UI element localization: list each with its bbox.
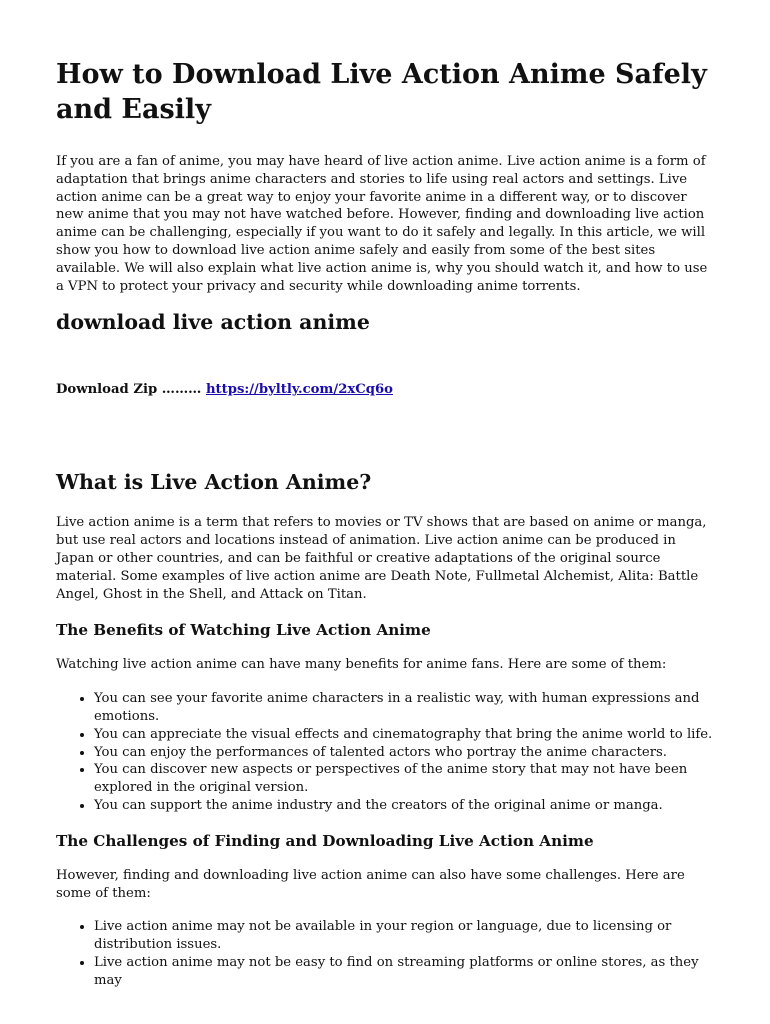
intro-paragraph: If you are a fan of anime, you may have heard of live action anime. Live action anime is a form of adaptation that brings anime characters and stories to life using real actors and settings. Live action anime can be a great way to enjoy your favorite anime in a different way, or to discover new anime that you may not have watched before. However, finding and downloading live action anime can be challenging, especially if you want to do it safely and legally. In this article, we will show you how to download live action anime safely and easily from some of the best sites available. We will also explain what live action anime is, why you should watch it, and how to use a VPN to protect your privacy and security while downloading anime torrents. [56, 154, 708, 294]
download-link[interactable]: https://byltly.com/2xCq6o [205, 382, 393, 398]
challenges-list [56, 918, 713, 989]
challenges-heading: The Challenges of Finding and Downloading Live Action Anime [56, 831, 594, 850]
list-item: • You can enjoy the performances of talented actors who portray the anime characters. [94, 744, 713, 762]
benefits-list [56, 690, 713, 815]
list-item: • You can appreciate the visual effects and cinematography that bring the anime world to life. [94, 726, 713, 744]
download-label: Download Zip ……… [56, 382, 202, 398]
benefits-heading: The Benefits of Watching Live Action Anime [56, 621, 431, 640]
list-item: • You can discover new aspects or perspectives of the anime story that may not have been explored in the original version. [94, 761, 713, 797]
benefits-paragraph: Watching live action anime can have many benefits for anime fans. Here are some of them: [56, 657, 667, 673]
list-item: • You can support the anime industry and the creators of the original anime or manga. [94, 797, 713, 815]
download-line [56, 381, 713, 399]
what-paragraph: Live action anime is a term that refers to movies or TV shows that are based on anime or manga, but use real actors and locations instead of animation. Live action anime can be produced in Japan or other countries, and can be faithful or creative adaptations of the original source material. Some examples of live action anime are Death Note, Fullmetal Alchemist, Alita: Battle Angel, Ghost in the Shell, and Attack on Titan. [56, 515, 707, 602]
challenges-paragraph: However, finding and downloading live action anime can also have some challenges. Here are some of them: [56, 867, 685, 901]
list-item: • You can see your favorite anime characters in a realistic way, with human expressions and emotions. [94, 690, 713, 726]
what-heading: What is Live Action Anime? [56, 470, 372, 495]
article-title: How to Download Live Action Anime Safely and Easily [56, 59, 707, 125]
keyword-heading: download live action anime [56, 310, 370, 335]
list-item: • Live action anime may not be available in your region or language, due to licensing or distribution issues. [94, 918, 713, 954]
list-item: • Live action anime may not be easy to find on streaming platforms or online stores, as they may [94, 954, 713, 990]
